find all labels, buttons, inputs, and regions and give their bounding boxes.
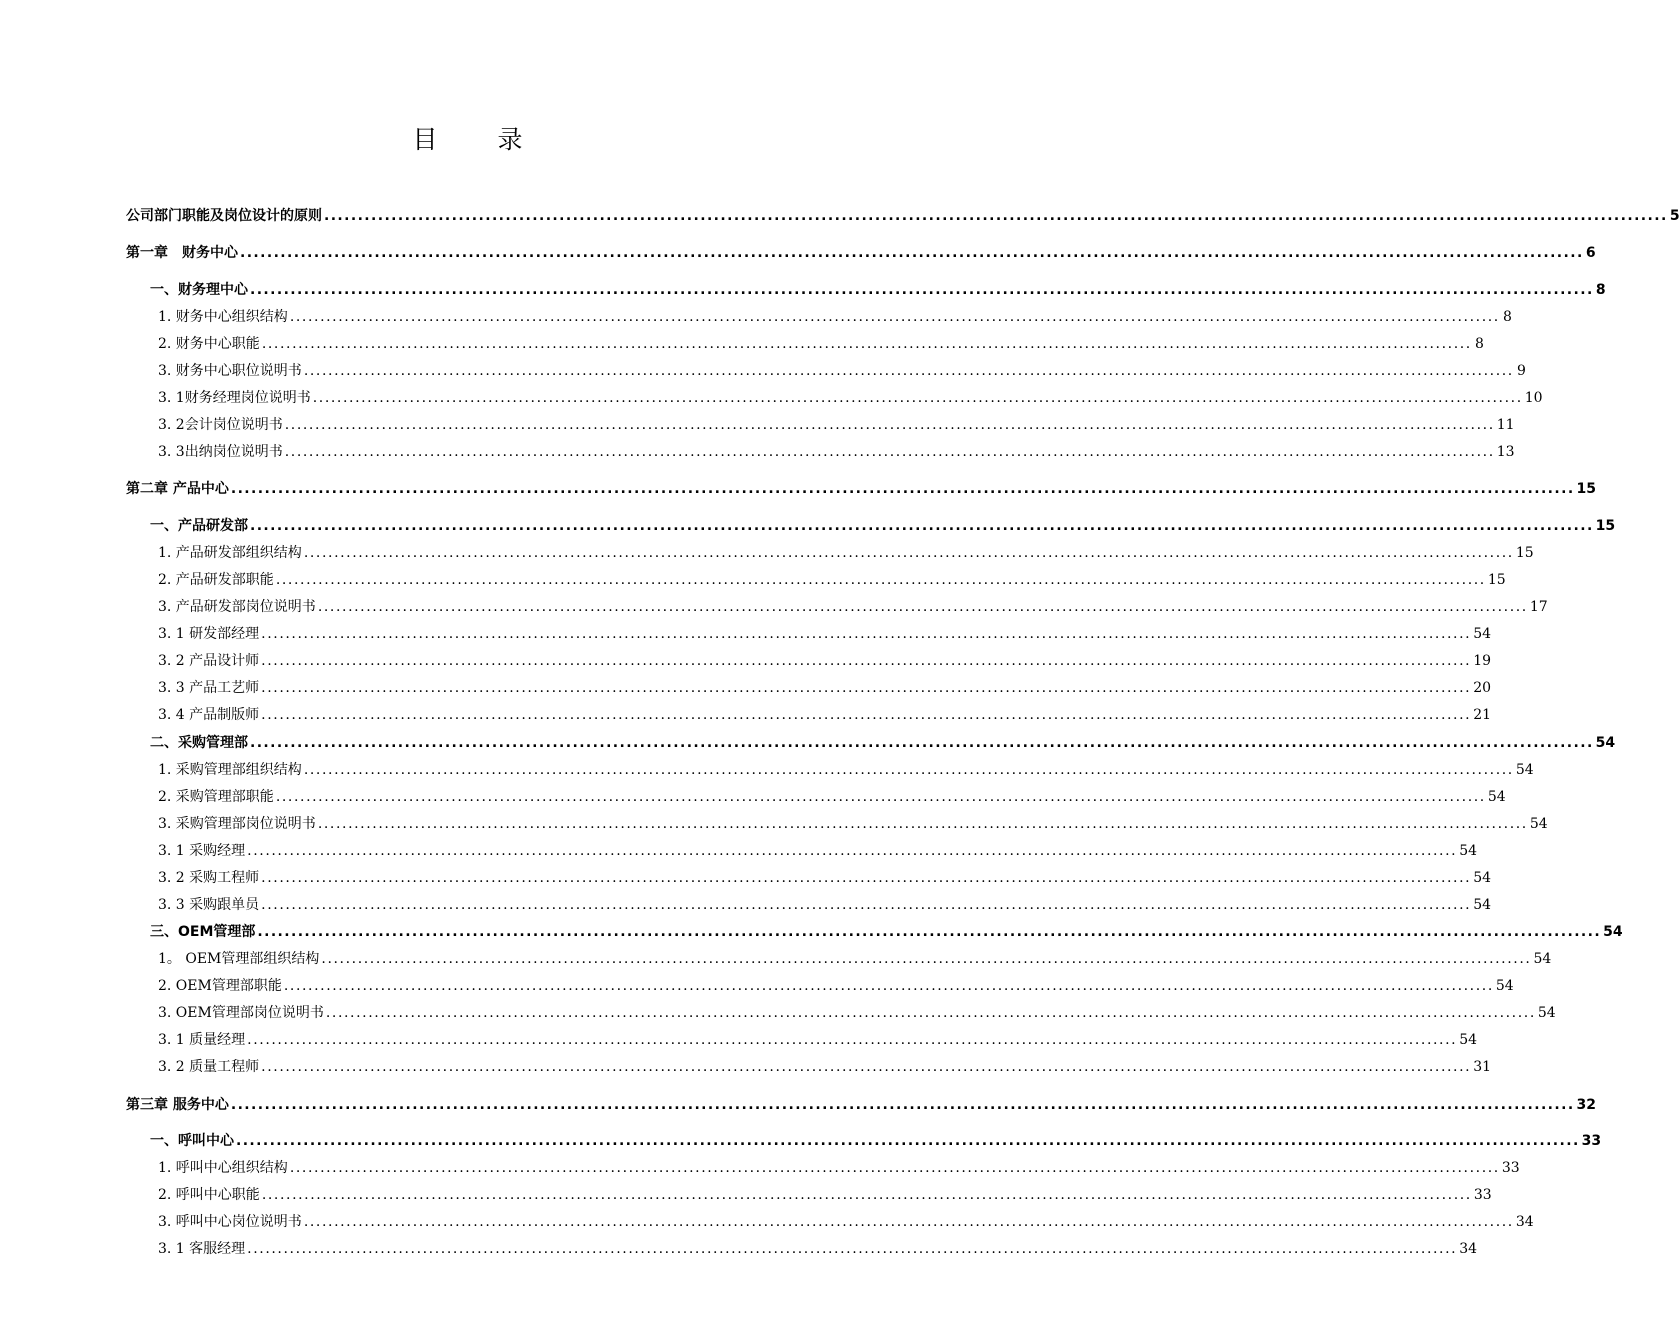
toc-entry-label: 第一章 财务中心 [126,245,238,261]
toc-entry-label: 第三章 服务中心 [126,1097,229,1113]
toc-entry-label: 1. 采购管理部组织结构 [158,762,302,778]
toc-entry-item [158,440,1515,464]
toc-leader-dots: ........................................................................................................................................................................................................ [247,1032,1458,1048]
toc-entry-page-number: 32 [1576,1097,1597,1113]
toc-entry-item [158,305,1512,329]
toc-entry-label: 3. 1财务经理岗位说明书 [158,390,311,406]
toc-entry-item [158,812,1548,836]
toc-entry-page-number: 33 [1501,1160,1520,1176]
toc-entry-page-number: 54 [1537,1005,1556,1021]
toc-entry-label: 3. 4 产品制版师 [158,707,260,723]
toc-entry-label: 公司部门职能及岗位设计的原则 [126,208,322,224]
toc-leader-dots: ........................................................................................................................................................................................................ [261,1187,1472,1203]
toc-leader-dots: ........................................................................................................................................................................................................ [250,518,1594,534]
toc-entry-page-number: 21 [1473,707,1492,723]
toc-entry-item [158,1028,1478,1052]
toc-entry-label: 3. 采购管理部岗位说明书 [158,816,316,832]
toc-entry-label: 3. 1 采购经理 [158,843,246,859]
toc-entry-label: 2. 产品研发部职能 [158,572,274,588]
toc-entry-section [150,1129,1602,1153]
toc-entry-item [158,386,1543,410]
toc-entry-label: 3. 3 采购跟单员 [158,897,260,913]
toc-entry-page-number: 31 [1473,1059,1492,1075]
toc-entry-page-number: 34 [1515,1214,1534,1230]
toc-entry-page-number: 15 [1515,545,1534,561]
toc-leader-dots: ........................................................................................................................................................................................................ [261,1059,1472,1075]
toc-entry-label: 3. 2 产品设计师 [158,653,260,669]
toc-entry-section [150,731,1616,755]
toc-entry-label: 3. 呼叫中心岗位说明书 [158,1214,302,1230]
toc-entry-label: 2. 采购管理部职能 [158,789,274,805]
toc-entry-page-number: 33 [1581,1133,1602,1149]
toc-entry-page-number: 54 [1487,789,1506,805]
toc-entry-label: 3. 1 客服经理 [158,1241,246,1257]
toc-entry-label: 三、OEM管理部 [150,924,256,940]
toc-leader-dots: ........................................................................................................................................................................................................ [250,282,1594,298]
toc-entry-page-number: 34 [1459,1241,1478,1257]
toc-entry-page-number: 8 [1474,336,1484,352]
toc-entry-page-number: 15 [1595,518,1616,534]
toc-leader-dots: ........................................................................................................................................................................................................ [236,1133,1580,1149]
toc-entry-page-number: 8 [1502,309,1512,325]
toc-leader-dots: ........................................................................................................................................................................................................ [261,336,1472,352]
toc-entry-item [158,947,1552,971]
toc-entry-page-number: 54 [1533,951,1552,967]
toc-entry-page-number: 17 [1529,599,1548,615]
toc-leader-dots: ........................................................................................................................................................................................................ [275,789,1486,805]
toc-leader-dots: ........................................................................................................................................................................................................ [289,309,1500,325]
toc-leader-dots: ........................................................................................................................................................................................................ [303,363,1514,379]
toc-entry-label: 一、呼叫中心 [150,1133,234,1149]
toc-entry-page-number: 15 [1576,481,1597,497]
toc-entry-section [150,514,1616,538]
toc-leader-dots: ........................................................................................................................................................................................................ [324,208,1668,224]
toc-entry-page-number: 19 [1473,653,1492,669]
toc-leader-dots: ........................................................................................................................................................................................................ [261,707,1472,723]
toc-entry-item [158,1055,1492,1079]
toc-leader-dots: ........................................................................................................................................................................................................ [247,1241,1458,1257]
toc-leader-dots: ........................................................................................................................................................................................................ [261,870,1472,886]
toc-entry-item [158,866,1492,890]
toc-leader-dots: ........................................................................................................................................................................................................ [240,245,1584,261]
toc-entry-section [150,278,1606,302]
toc-leader-dots: ........................................................................................................................................................................................................ [284,417,1495,433]
toc-entry-label: 2. 呼叫中心职能 [158,1187,260,1203]
toc-entry-page-number: 8 [1595,282,1606,298]
toc-leader-dots: ........................................................................................................................................................................................................ [230,1097,1575,1113]
toc-entry-page-number: 54 [1473,870,1492,886]
page-title: 目 录 [412,125,549,154]
toc-entry-label: 3. 产品研发部岗位说明书 [158,599,316,615]
toc-leader-dots: ........................................................................................................................................................................................................ [303,545,1514,561]
toc-entry-page-number: 5 [1669,208,1680,224]
toc-entry-item [158,568,1506,592]
toc-entry-item [158,332,1484,356]
toc-leader-dots: ........................................................................................................................................................................................................ [284,444,1495,460]
toc-entry-chapter [126,204,1680,228]
toc-entry-item [158,1156,1520,1180]
toc-leader-dots: ........................................................................................................................................................................................................ [321,951,1532,967]
toc-entry-item [158,703,1492,727]
toc-entry-item [158,359,1526,383]
toc-entry-page-number: 54 [1495,978,1514,994]
toc-leader-dots: ........................................................................................................................................................................................................ [250,735,1594,751]
toc-entry-label: 3. 1 研发部经理 [158,626,260,642]
toc-entry-page-number: 20 [1473,680,1492,696]
toc-entry-page-number: 11 [1496,417,1515,433]
toc-leader-dots: ........................................................................................................................................................................................................ [261,653,1472,669]
toc-entry-label: 2. 财务中心职能 [158,336,260,352]
toc-entry-section [150,920,1623,944]
toc-entry-item [158,1237,1478,1261]
toc-entry-page-number: 54 [1473,897,1492,913]
toc-leader-dots: ........................................................................................................................................................................................................ [317,599,1528,615]
toc-entry-label: 第二章 产品中心 [126,481,229,497]
toc-entry-label: 1. 产品研发部组织结构 [158,545,302,561]
toc-entry-item [158,974,1514,998]
toc-entry-label: 1. 财务中心组织结构 [158,309,288,325]
toc-entry-label: 3. 3出纳岗位说明书 [158,444,283,460]
toc-leader-dots: ........................................................................................................................................................................................................ [275,572,1486,588]
toc-entry-item [158,649,1492,673]
toc-entry-page-number: 9 [1516,363,1526,379]
toc-entry-item [158,595,1548,619]
toc-entry-item [158,622,1492,646]
toc-entry-label: 3. 2 质量工程师 [158,1059,260,1075]
toc-entry-page-number: 10 [1524,390,1543,406]
toc-entry-page-number: 54 [1459,1032,1478,1048]
toc-entry-item [158,413,1515,437]
toc-entry-label: 1。 OEM管理部组织结构 [158,951,320,967]
toc-entry-label: 3. 2会计岗位说明书 [158,417,283,433]
toc-entry-item [158,541,1534,565]
toc-entry-page-number: 54 [1473,626,1492,642]
toc-leader-dots: ........................................................................................................................................................................................................ [325,1005,1536,1021]
toc-entry-page-number: 13 [1496,444,1515,460]
toc-entry-label: 3. 财务中心职位说明书 [158,363,302,379]
toc-entry-chapter [126,241,1596,265]
toc-entry-item [158,758,1534,782]
toc-entry-page-number: 54 [1603,924,1623,940]
toc-entry-label: 二、采购管理部 [150,735,248,751]
toc-entry-label: 2. OEM管理部职能 [158,978,282,994]
toc-entry-page-number: 54 [1595,735,1616,751]
toc-entry-label: 3. 3 产品工艺师 [158,680,260,696]
toc-entry-item [158,676,1492,700]
toc-leader-dots: ........................................................................................................................................................................................................ [261,680,1472,696]
toc-leader-dots: ........................................................................................................................................................................................................ [303,1214,1514,1230]
toc-entry-item [158,785,1506,809]
toc-entry-label: 3. OEM管理部岗位说明书 [158,1005,324,1021]
toc-entry-label: 一、产品研发部 [150,518,248,534]
toc-entry-item [158,893,1492,917]
toc-leader-dots: ........................................................................................................................................................................................................ [289,1160,1500,1176]
toc-entry-item [158,1210,1534,1234]
toc-leader-dots: ........................................................................................................................................................................................................ [247,843,1458,859]
toc-entry-chapter [126,477,1597,501]
toc-entry-page-number: 6 [1585,245,1596,261]
toc-entry-item [158,1183,1492,1207]
toc-entry-page-number: 33 [1473,1187,1492,1203]
toc-entry-page-number: 54 [1529,816,1548,832]
toc-leader-dots: ........................................................................................................................................................................................................ [317,816,1528,832]
toc-entry-item [158,839,1478,863]
toc-leader-dots: ........................................................................................................................................................................................................ [312,390,1523,406]
toc-leader-dots: ........................................................................................................................................................................................................ [283,978,1494,994]
toc-leader-dots: ........................................................................................................................................................................................................ [261,626,1472,642]
toc-entry-page-number: 54 [1515,762,1534,778]
toc-entry-label: 3. 2 采购工程师 [158,870,260,886]
toc-entry-chapter [126,1093,1597,1117]
toc-entry-page-number: 15 [1487,572,1506,588]
toc-entry-label: 3. 1 质量经理 [158,1032,246,1048]
toc-entry-label: 1. 呼叫中心组织结构 [158,1160,288,1176]
toc-entry-item [158,1001,1556,1025]
toc-entry-page-number: 54 [1459,843,1478,859]
toc-entry-label: 一、财务理中心 [150,282,248,298]
toc-leader-dots: ........................................................................................................................................................................................................ [257,924,1602,940]
toc-leader-dots: ........................................................................................................................................................................................................ [230,481,1575,497]
toc-leader-dots: ........................................................................................................................................................................................................ [261,897,1472,913]
toc-leader-dots: ........................................................................................................................................................................................................ [303,762,1514,778]
